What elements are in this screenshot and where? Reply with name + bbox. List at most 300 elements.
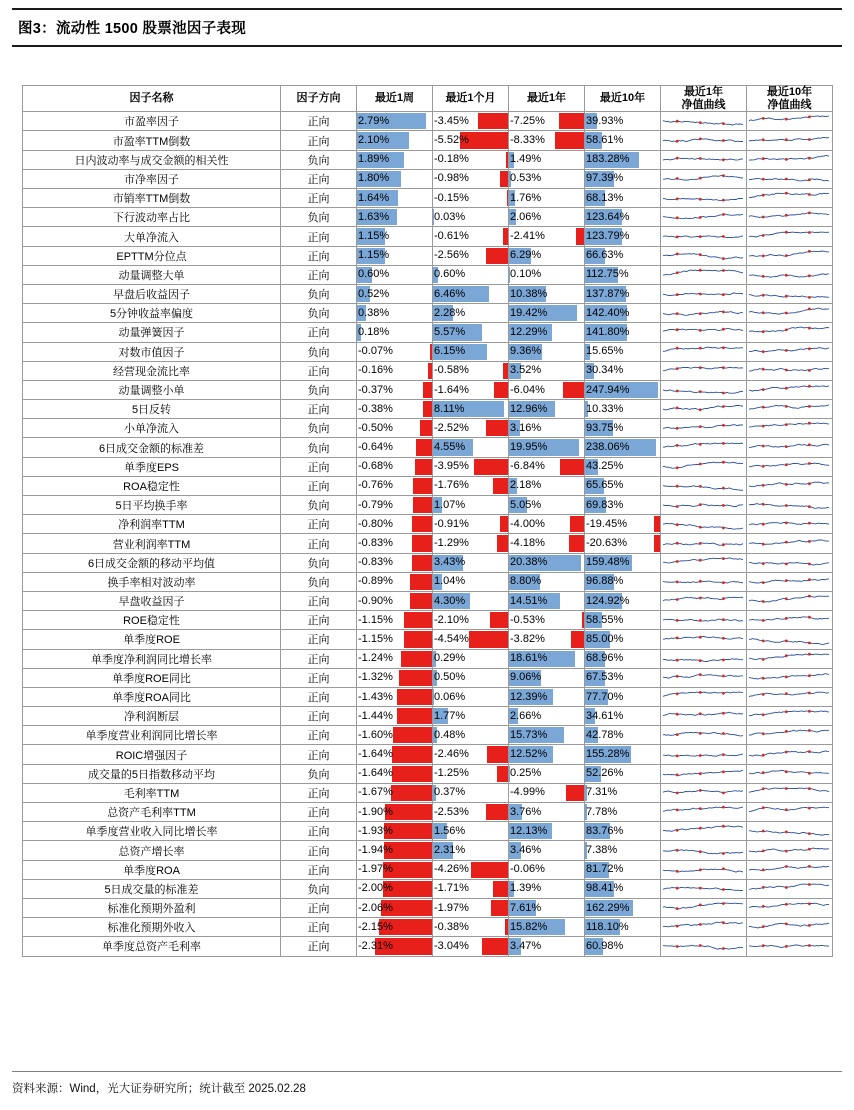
value-label: 7.31% [585,784,660,801]
factor-return-cell-m1 [433,265,509,284]
nav-curve-1y [661,169,747,188]
value-label: -2.53% [433,804,508,821]
factor-return-cell-m1 [433,707,509,726]
factor-return-cell-w1 [357,361,433,380]
factor-return-cell-w1 [357,726,433,745]
nav-curve-1y [661,419,747,438]
factor-return-cell-w1 [357,860,433,879]
factor-name-cell: 市盈率因子 [23,112,281,131]
value-label: 42.78% [585,727,660,744]
nav-curve-1y [661,649,747,668]
factor-name-cell: 净利润率TTM [23,515,281,534]
value-label: 0.10% [509,266,584,283]
table-row [23,361,833,380]
value-label: -1.64% [357,746,432,763]
value-label: 3.46% [509,842,584,859]
factor-return-cell-w1 [357,246,433,265]
value-label: 15.82% [509,919,584,936]
factor-name-cell: 标准化预期外收入 [23,918,281,937]
factor-return-cell-y10 [585,860,661,879]
table-row [23,649,833,668]
factor-return-cell-y1 [509,131,585,150]
nav-curve-1y [661,898,747,917]
factor-return-cell-y10 [585,342,661,361]
value-label: -1.90% [357,804,432,821]
value-label: 0.37% [433,784,508,801]
factor-return-cell-y1 [509,687,585,706]
factor-return-cell-y1 [509,745,585,764]
nav-curve-10y [747,783,833,802]
factor-return-cell-m1 [433,611,509,630]
value-label: -1.97% [433,900,508,917]
factor-return-cell-y10 [585,284,661,303]
factor-direction-cell: 负向 [281,553,357,572]
factor-return-cell-y10 [585,764,661,783]
value-label: -0.61% [433,228,508,245]
factor-return-cell-w1 [357,323,433,342]
factor-direction-cell: 正向 [281,189,357,208]
value-label: 1.04% [433,573,508,590]
factor-return-cell-m1 [433,553,509,572]
factor-return-cell-y1 [509,515,585,534]
nav-curve-1y [661,534,747,553]
factor-return-cell-w1 [357,496,433,515]
value-label: 162.29% [585,900,660,917]
nav-curve-1y [661,515,747,534]
value-label: -0.98% [433,170,508,187]
col-header-month1: 最近1个月 [433,86,509,112]
factor-return-cell-m1 [433,131,509,150]
factor-return-cell-m1 [433,898,509,917]
table-row [23,208,833,227]
value-label: -0.15% [433,190,508,207]
table-row [23,438,833,457]
factor-return-cell-m1 [433,879,509,898]
factor-return-cell-w1 [357,611,433,630]
value-label: 67.53% [585,669,660,686]
factor-return-cell-w1 [357,745,433,764]
table-row [23,265,833,284]
factor-direction-cell: 负向 [281,572,357,591]
value-label: -2.06% [357,900,432,917]
factor-direction-cell: 正向 [281,400,357,419]
factor-return-cell-w1 [357,783,433,802]
factor-return-cell-m1 [433,591,509,610]
factor-name-cell: 单季度ROA同比 [23,687,281,706]
value-label: 2.06% [509,209,584,226]
factor-direction-cell: 负向 [281,438,357,457]
value-label: 5.05% [509,497,584,514]
factor-return-cell-w1 [357,572,433,591]
table-row [23,879,833,898]
factor-return-cell-m1 [433,208,509,227]
nav-curve-10y [747,553,833,572]
value-label: 58.61% [585,132,660,149]
table-row [23,419,833,438]
value-label: -2.00% [357,880,432,897]
factor-return-cell-y1 [509,841,585,860]
factor-return-cell-y10 [585,707,661,726]
nav-curve-10y [747,630,833,649]
factor-name-cell: ROIC增强因子 [23,745,281,764]
table-row [23,342,833,361]
value-label: 34.61% [585,708,660,725]
nav-curve-1y [661,822,747,841]
value-label: -1.64% [433,382,508,399]
factor-return-cell-y10 [585,841,661,860]
value-label: 155.28% [585,746,660,763]
factor-name-cell: 单季度EPS [23,457,281,476]
factor-direction-cell: 正向 [281,687,357,706]
value-label: 8.11% [433,401,508,418]
factor-return-cell-y1 [509,803,585,822]
factor-return-cell-m1 [433,189,509,208]
factor-direction-cell: 正向 [281,937,357,956]
value-label: 1.63% [357,209,432,226]
value-label: 58.55% [585,612,660,629]
factor-name-cell: 对数市值因子 [23,342,281,361]
value-label: 3.52% [509,362,584,379]
factor-return-cell-y1 [509,898,585,917]
value-label: 0.38% [357,305,432,322]
nav-curve-10y [747,879,833,898]
value-label: -3.95% [433,458,508,475]
nav-curve-10y [747,726,833,745]
factor-name-cell: 5日反转 [23,400,281,419]
factor-direction-cell: 正向 [281,649,357,668]
factor-name-cell: 成交量的5日指数移动平均 [23,764,281,783]
factor-direction-cell: 正向 [281,630,357,649]
table-row [23,246,833,265]
factor-return-cell-w1 [357,534,433,553]
value-label: 81.72% [585,861,660,878]
value-label: -2.15% [357,919,432,936]
nav-curve-1y [661,284,747,303]
value-label: 123.64% [585,209,660,226]
factor-return-cell-m1 [433,764,509,783]
nav-curve-10y [747,745,833,764]
factor-return-cell-m1 [433,687,509,706]
factor-return-cell-y10 [585,553,661,572]
factor-return-cell-y1 [509,783,585,802]
nav-curve-1y [661,380,747,399]
factor-return-cell-y10 [585,227,661,246]
factor-direction-cell: 负向 [281,150,357,169]
factor-direction-cell: 正向 [281,668,357,687]
value-label: -1.43% [357,689,432,706]
table-row [23,400,833,419]
factor-return-cell-m1 [433,496,509,515]
factor-return-cell-y10 [585,131,661,150]
value-label: -0.16% [357,362,432,379]
factor-name-cell: ROE稳定性 [23,611,281,630]
value-label: 6.29% [509,247,584,264]
curve-1y-line2: 净值曲线 [682,99,726,111]
table-row [23,591,833,610]
value-label: 83.76% [585,823,660,840]
factor-return-cell-w1 [357,131,433,150]
factor-return-cell-y1 [509,169,585,188]
table-row [23,189,833,208]
factor-return-cell-m1 [433,342,509,361]
value-label: 7.78% [585,804,660,821]
factor-return-cell-y10 [585,400,661,419]
factor-return-cell-w1 [357,918,433,937]
factor-return-cell-y1 [509,323,585,342]
factor-direction-cell: 负向 [281,380,357,399]
value-label: -0.58% [433,362,508,379]
value-label: 2.10% [357,132,432,149]
value-label: -2.41% [509,228,584,245]
value-label: 2.28% [433,305,508,322]
factor-name-cell: 标准化预期外盈利 [23,898,281,917]
factor-return-cell-y10 [585,822,661,841]
nav-curve-10y [747,189,833,208]
factor-return-cell-y1 [509,534,585,553]
value-label: 1.07% [433,497,508,514]
value-label: 97.39% [585,170,660,187]
value-label: -2.46% [433,746,508,763]
table-header-row [23,86,833,112]
factor-return-cell-w1 [357,553,433,572]
table-row [23,687,833,706]
factor-return-cell-y10 [585,572,661,591]
value-label: 6.46% [433,286,508,303]
factor-return-cell-m1 [433,630,509,649]
nav-curve-1y [661,131,747,150]
value-label: 85.00% [585,631,660,648]
nav-curve-10y [747,572,833,591]
factor-return-cell-w1 [357,304,433,323]
value-label: 247.94% [585,382,660,399]
nav-curve-10y [747,246,833,265]
table-row [23,323,833,342]
factor-return-cell-y10 [585,687,661,706]
value-label: -4.99% [509,784,584,801]
curve-10y-line1: 最近10年 [767,86,812,98]
nav-curve-1y [661,745,747,764]
value-label: -0.53% [509,612,584,629]
factor-return-cell-w1 [357,937,433,956]
factor-return-cell-y10 [585,457,661,476]
value-label: 15.65% [585,343,660,360]
factor-direction-cell: 负向 [281,342,357,361]
factor-return-cell-y10 [585,591,661,610]
nav-curve-1y [661,304,747,323]
factor-return-cell-m1 [433,112,509,131]
factor-return-cell-y1 [509,611,585,630]
value-label: -0.06% [509,861,584,878]
nav-curve-10y [747,591,833,610]
table-row [23,227,833,246]
factor-return-cell-w1 [357,649,433,668]
factor-return-cell-w1 [357,687,433,706]
value-label: -1.76% [433,477,508,494]
value-label: -5.52% [433,132,508,149]
value-label: 6.15% [433,343,508,360]
factor-return-cell-y10 [585,169,661,188]
value-label: 2.18% [509,477,584,494]
nav-curve-10y [747,438,833,457]
source-note: 资料来源：Wind，光大证券研究所；统计截至 2025.02.28 [12,1071,842,1096]
factor-return-cell-w1 [357,342,433,361]
value-label: 19.42% [509,305,584,322]
factor-return-cell-y1 [509,361,585,380]
factor-direction-cell: 正向 [281,707,357,726]
factor-return-cell-y1 [509,150,585,169]
factor-return-cell-w1 [357,591,433,610]
curve-10y-line2: 净值曲线 [768,99,812,111]
factor-return-cell-y10 [585,534,661,553]
value-label: 3.16% [509,420,584,437]
factor-return-cell-y10 [585,630,661,649]
factor-name-cell: ROA稳定性 [23,476,281,495]
factor-return-cell-w1 [357,380,433,399]
table-row [23,476,833,495]
value-label: 0.06% [433,689,508,706]
factor-return-cell-w1 [357,476,433,495]
nav-curve-10y [747,400,833,419]
factor-return-cell-y10 [585,803,661,822]
nav-curve-1y [661,937,747,956]
nav-curve-10y [747,284,833,303]
table-row [23,515,833,534]
value-label: 98.41% [585,880,660,897]
table-row [23,457,833,476]
value-label: -0.64% [357,439,432,456]
value-label: -2.56% [433,247,508,264]
nav-curve-1y [661,361,747,380]
factor-return-cell-m1 [433,668,509,687]
factor-return-cell-w1 [357,189,433,208]
value-label: -2.10% [433,612,508,629]
value-label: -0.91% [433,516,508,533]
value-label: 141.80% [585,324,660,341]
factor-return-cell-y10 [585,611,661,630]
factor-name-cell: 5日平均换手率 [23,496,281,515]
nav-curve-1y [661,438,747,457]
factor-return-cell-w1 [357,630,433,649]
factor-name-cell: 早盘后收益因子 [23,284,281,303]
factor-return-cell-w1 [357,764,433,783]
factor-return-cell-w1 [357,457,433,476]
factor-name-cell: 市净率因子 [23,169,281,188]
factor-table-container [22,85,832,957]
value-label: -1.25% [433,765,508,782]
factor-return-cell-w1 [357,112,433,131]
factor-return-cell-m1 [433,284,509,303]
nav-curve-10y [747,457,833,476]
value-label: -1.97% [357,861,432,878]
value-label: 183.28% [585,151,660,168]
value-label: -6.04% [509,382,584,399]
figure-title: 图3：流动性 1500 股票池因子表现 [12,8,842,47]
table-row [23,764,833,783]
value-label: 1.15% [357,247,432,264]
factor-direction-cell: 负向 [281,284,357,303]
nav-curve-1y [661,803,747,822]
factor-name-cell: 6日成交金额的移动平均值 [23,553,281,572]
value-label: 19.95% [509,439,584,456]
nav-curve-10y [747,937,833,956]
table-row [23,284,833,303]
value-label: 60.98% [585,938,660,955]
factor-name-cell: 市盈率TTM倒数 [23,131,281,150]
table-row [23,803,833,822]
factor-direction-cell: 正向 [281,898,357,917]
table-row [23,860,833,879]
nav-curve-10y [747,764,833,783]
factor-return-cell-w1 [357,400,433,419]
factor-return-cell-y10 [585,438,661,457]
nav-curve-10y [747,169,833,188]
value-label: 159.48% [585,554,660,571]
value-label: -1.93% [357,823,432,840]
factor-direction-cell: 负向 [281,208,357,227]
factor-return-cell-w1 [357,150,433,169]
value-label: -4.00% [509,516,584,533]
factor-return-cell-y10 [585,515,661,534]
value-label: 1.80% [357,170,432,187]
nav-curve-1y [661,572,747,591]
value-label: 43.25% [585,458,660,475]
table-row [23,534,833,553]
value-label: 0.48% [433,727,508,744]
value-label: 3.43% [433,554,508,571]
factor-return-cell-y10 [585,304,661,323]
nav-curve-10y [747,687,833,706]
nav-curve-1y [661,783,747,802]
value-label: 12.13% [509,823,584,840]
factor-return-cell-y10 [585,668,661,687]
factor-return-cell-y1 [509,419,585,438]
factor-return-cell-y10 [585,898,661,917]
factor-direction-cell: 正向 [281,112,357,131]
factor-return-cell-y10 [585,726,661,745]
value-label: -1.67% [357,784,432,801]
factor-direction-cell: 正向 [281,918,357,937]
value-label: 123.79% [585,228,660,245]
value-label: -1.60% [357,727,432,744]
factor-return-cell-m1 [433,937,509,956]
col-header-curve-1y [661,86,747,112]
factor-direction-cell: 正向 [281,860,357,879]
value-label: 3.76% [509,804,584,821]
value-label: -19.45% [585,516,660,533]
nav-curve-1y [661,841,747,860]
value-label: 9.36% [509,343,584,360]
table-row [23,726,833,745]
value-label: -1.15% [357,631,432,648]
nav-curve-10y [747,515,833,534]
factor-name-cell: 动量弹簧因子 [23,323,281,342]
factor-name-cell: 单季度营业利润同比增长率 [23,726,281,745]
value-label: -0.83% [357,554,432,571]
nav-curve-10y [747,227,833,246]
value-label: 0.60% [433,266,508,283]
factor-name-cell: 动量调整小单 [23,380,281,399]
value-label: 5.57% [433,324,508,341]
factor-return-cell-y10 [585,918,661,937]
value-label: -3.45% [433,113,508,130]
nav-curve-1y [661,553,747,572]
factor-return-cell-y1 [509,918,585,937]
nav-curve-10y [747,898,833,917]
factor-name-cell: 5日成交量的标准差 [23,879,281,898]
col-header-year10: 最近10年 [585,86,661,112]
factor-return-cell-y10 [585,189,661,208]
value-label: 0.18% [357,324,432,341]
